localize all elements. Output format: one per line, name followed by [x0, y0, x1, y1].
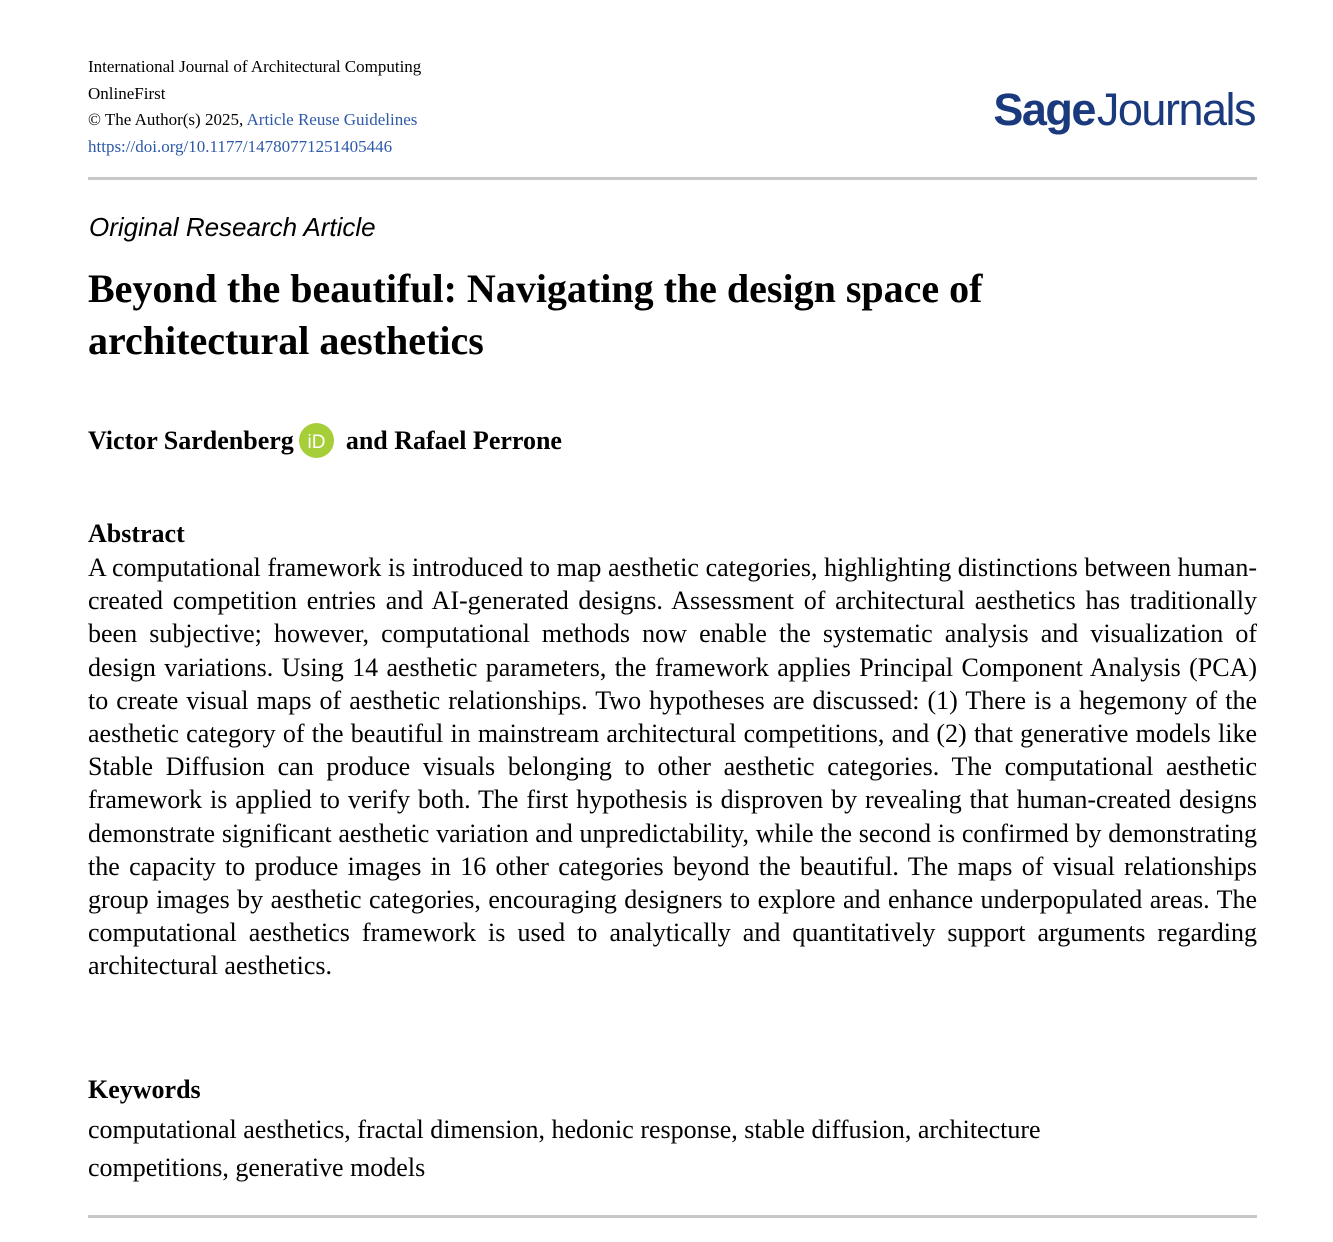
- doi-link[interactable]: https://doi.org/10.1177/14780771251405446: [88, 136, 393, 156]
- header-divider: [88, 177, 1257, 180]
- article-header: [88, 0, 1257, 180]
- keywords-heading: Keywords: [88, 1075, 201, 1104]
- reuse-guidelines-link[interactable]: Article Reuse Guidelines: [246, 110, 418, 129]
- abstract-heading: Abstract: [88, 519, 185, 548]
- author-list: [88, 422, 562, 460]
- author-name[interactable]: Victor Sardenberg: [88, 426, 294, 455]
- article-type: Original Research Article: [89, 212, 376, 242]
- article-title: Beyond the beautiful: Navigating the design space of architectural aesthetics: [88, 266, 983, 363]
- footer-divider: [88, 1215, 1257, 1218]
- copyright-text: © The Author(s) 2025,: [88, 110, 244, 129]
- author-joiner: and: [345, 426, 388, 455]
- journal-meta: [88, 54, 421, 160]
- journal-name: International Journal of Architectural Computing: [88, 57, 422, 76]
- orcid-icon[interactable]: [299, 423, 334, 458]
- author-name[interactable]: Rafael Perrone: [394, 426, 562, 455]
- article-page: [88, 0, 1257, 1182]
- logo-word-journals: Journals: [1096, 84, 1255, 135]
- abstract-body: A computational framework is introduced to map aesthetic categories, highlighting distinctions between human-created competition entries and AI-generated designs. Assessment of architectural aesthetics has traditionally been subjective; however, computational methods now enable the systematic analysis and visualization of design variations. Using 14 aesthetic parameters, the framework applies Principal Component Analysis (PCA) to create visual maps of aesthetic relationships. Two hypotheses are discussed: (1) There is a hegemony of the aesthetic category of the beautiful in mainstream architectural competitions, and (2) that generative models like Stable Diffusion can produce visuals belonging to other aesthetic categories. The computational aesthetic framework is applied to verify both. The first hypothesis is disproven by revealing that human-created designs demonstrate significant aesthetic variation and unpredictability, while the second is confirmed by demonstrating the capacity to produce images in 16 other categories beyond the beautiful. The maps of visual relationships group images by aesthetic categories, encouraging designers to explore and enhance underpopulated areas. The computational aesthetics framework is used to analytically and quantitatively support arguments regarding architectural aesthetics.: [88, 553, 1257, 981]
- logo-word-sage: Sage: [993, 84, 1095, 135]
- copyright-line: [88, 107, 421, 134]
- orcid-icon-label: iD: [307, 431, 326, 453]
- sage-journals-logo[interactable]: [993, 84, 1255, 136]
- doi-line: [88, 134, 421, 161]
- keywords-list: computational aesthetics, fractal dimension, hedonic response, stable diffusion, architecture competitions, generative models: [88, 1115, 1041, 1182]
- orcid-icon-graphic: [299, 423, 334, 458]
- publication-status: OnlineFirst: [88, 83, 166, 103]
